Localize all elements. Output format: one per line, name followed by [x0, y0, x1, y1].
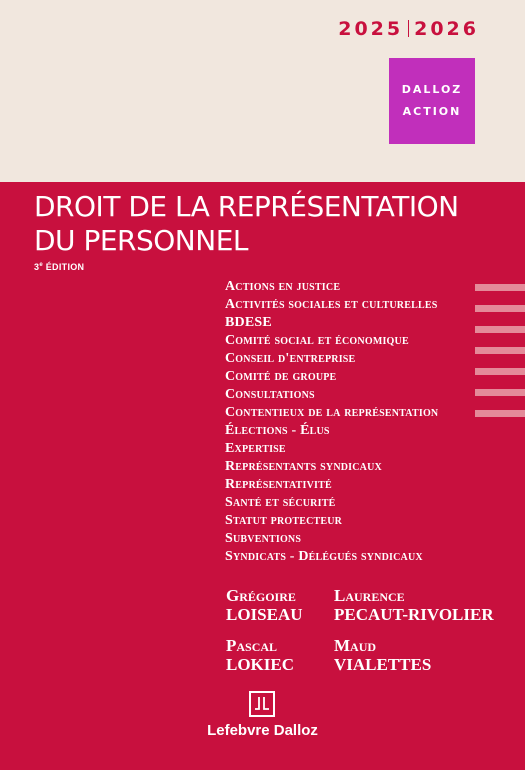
author-first-name: Pascal	[226, 636, 278, 655]
book-title	[34, 190, 504, 258]
author-first-name: Laurence	[334, 586, 405, 605]
title-line-1: DROIT DE LA REPRÉSENTATION	[34, 190, 459, 223]
collection-line2: ACTION	[402, 105, 462, 118]
topic-item: Statut protecteur	[225, 513, 343, 528]
edition-label	[34, 262, 84, 272]
author	[226, 586, 334, 624]
publisher-name: Lefebvre Dalloz	[207, 722, 318, 739]
decorative-stripes	[475, 284, 525, 431]
author-last-name: VIALETTES	[334, 655, 432, 674]
collection-line1: DALLOZ	[401, 83, 463, 96]
topic-item: Santé et sécurité	[225, 495, 336, 510]
collection-badge	[389, 58, 475, 144]
authors	[226, 586, 494, 674]
author-last-name: LOISEAU	[226, 605, 303, 624]
topics-list	[225, 278, 438, 566]
author	[226, 636, 334, 674]
topic-item: Représentants syndicaux	[225, 459, 382, 474]
topic-item: Représentativité	[225, 477, 332, 492]
author	[334, 586, 494, 624]
topic-item: Consultations	[225, 387, 315, 402]
topic-item: Expertise	[225, 441, 286, 456]
publisher-logo-icon	[249, 691, 275, 717]
year-start: 2025	[338, 18, 404, 40]
author-last-name: PECAUT-RIVOLIER	[334, 605, 494, 624]
topic-item: Conseil d'entreprise	[225, 351, 356, 366]
topic-item: Comité social et économique	[225, 333, 409, 348]
stripe	[475, 326, 525, 333]
topic-item: Élections - Élus	[225, 423, 330, 438]
edition-suffix: e	[39, 262, 43, 268]
topic-item: Subventions	[225, 531, 302, 546]
stripe	[475, 389, 525, 396]
author	[334, 636, 494, 674]
topic-item: Comité de groupe	[225, 369, 337, 384]
topic-item: Syndicats - Délégués syndicaux	[225, 549, 423, 564]
edition-years	[338, 18, 479, 40]
topic-item: BDESE	[225, 315, 272, 330]
author-first-name: Grégoire	[226, 586, 296, 605]
cover-top-band	[0, 0, 525, 182]
title-line-2: DU PERSONNEL	[34, 224, 248, 257]
topic-item: Contentieux de la représentation	[225, 405, 439, 420]
stripe	[475, 347, 525, 354]
year-end: 2026	[414, 18, 479, 40]
stripe	[475, 284, 525, 291]
year-separator	[408, 20, 409, 37]
author-first-name: Maud	[334, 636, 377, 655]
edition-number: 3	[34, 262, 40, 272]
topic-item: Actions en justice	[225, 279, 341, 294]
stripe	[475, 368, 525, 375]
stripe	[475, 305, 525, 312]
author-last-name: LOKIEC	[226, 655, 295, 674]
edition-text: ÉDITION	[42, 262, 85, 272]
topic-item: Activités sociales et culturelles	[225, 297, 438, 312]
stripe	[475, 410, 525, 417]
